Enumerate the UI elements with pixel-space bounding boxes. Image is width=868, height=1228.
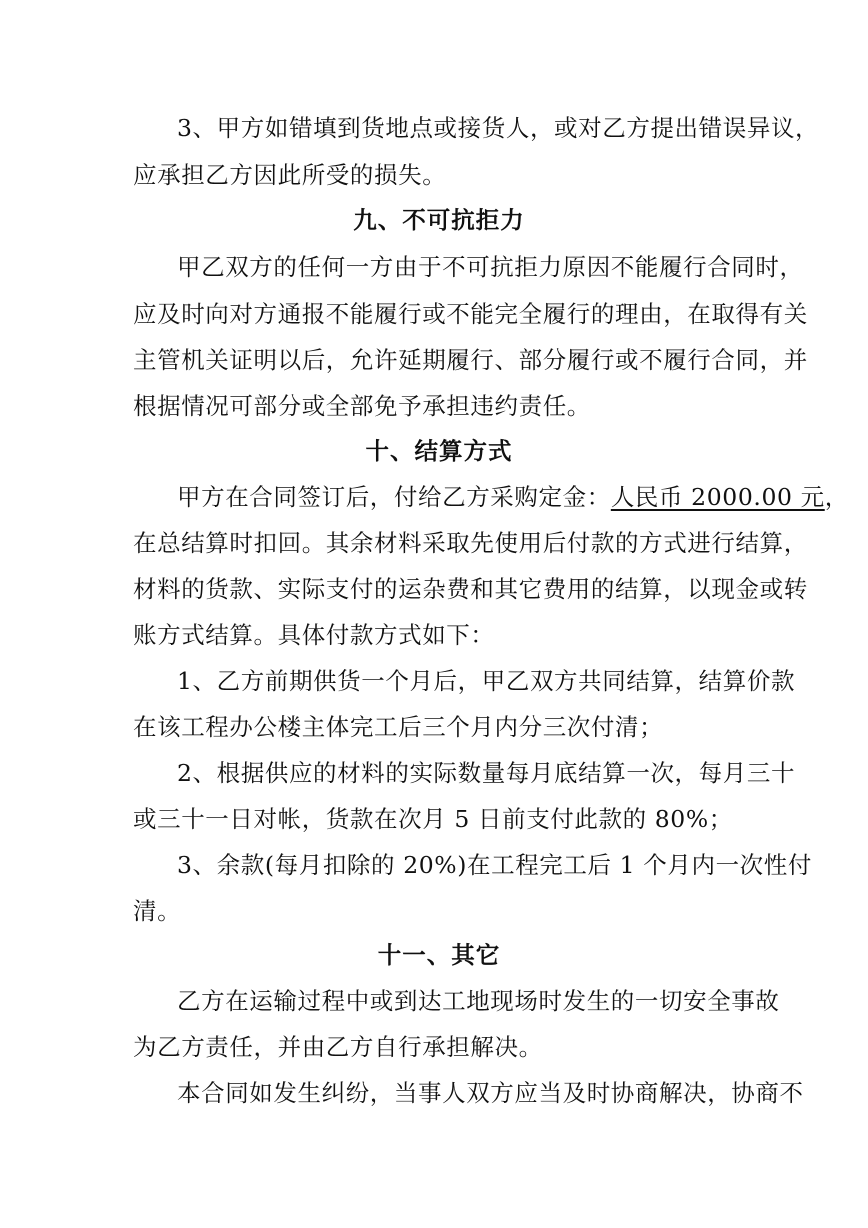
section-heading-force-majeure: 九、不可抗拒力 [353,206,525,234]
section-heading-settlement: 十、结算方式 [365,437,513,465]
clause-8-3-line-2: 应承担乙方因此所受的损失。 [133,161,447,189]
settlement-line-1-text: 甲方在合同签订后，付给乙方采购定金： [177,483,611,511]
force-majeure-line-3: 主管机关证明以后，允许延期履行、部分履行或不履行合同，并 [133,346,808,374]
force-majeure-line-4: 根据情况可部分或全部免予承担违约责任。 [133,392,591,420]
settlement-line-3: 材料的货款、实际支付的运杂费和其它费用的结算，以现金或转 [133,575,808,603]
deposit-amount: 人民币 2000.00 元 [610,483,825,511]
other-line-2: 为乙方责任，并由乙方自行承担解决。 [133,1033,543,1061]
payment-item-1-line-1: 1、乙方前期供货一个月后，甲乙双方共同结算，结算价款 [177,667,796,695]
force-majeure-line-2: 应及时向对方通报不能履行或不能完全履行的理由，在取得有关 [133,300,808,328]
payment-item-1-line-2: 在该工程办公楼主体完工后三个月内分三次付清； [133,713,664,741]
settlement-line-1-punct: ， [824,483,849,511]
payment-item-2-line-2: 或三十一日对帐，货款在次月 5 日前支付此款的 80%； [133,805,733,833]
clause-8-3-line-1: 3、甲方如错填到货地点或接货人，或对乙方提出错误异议， [177,114,820,142]
dispute-line-1: 本合同如发生纠纷，当事人双方应当及时协商解决，协商不 [177,1079,804,1107]
settlement-line-2: 在总结算时扣回。其余材料采取先使用后付款的方式进行结算， [133,529,808,557]
settlement-line-4: 账方式结算。具体付款方式如下： [133,621,495,649]
payment-item-2-line-1: 2、根据供应的材料的实际数量每月底结算一次，每月三十 [177,759,796,787]
force-majeure-line-1: 甲乙双方的任何一方由于不可抗拒力原因不能履行合同时， [177,253,804,281]
other-line-1: 乙方在运输过程中或到达工地现场时发生的一切安全事故 [177,987,780,1015]
section-heading-other: 十一、其它 [377,941,501,969]
payment-item-3-line-2: 清。 [133,897,182,925]
settlement-line-1 [177,482,849,512]
payment-item-3-line-1: 3、余款(每月扣除的 20%)在工程完工后 1 个月内一次性付 [177,851,812,879]
